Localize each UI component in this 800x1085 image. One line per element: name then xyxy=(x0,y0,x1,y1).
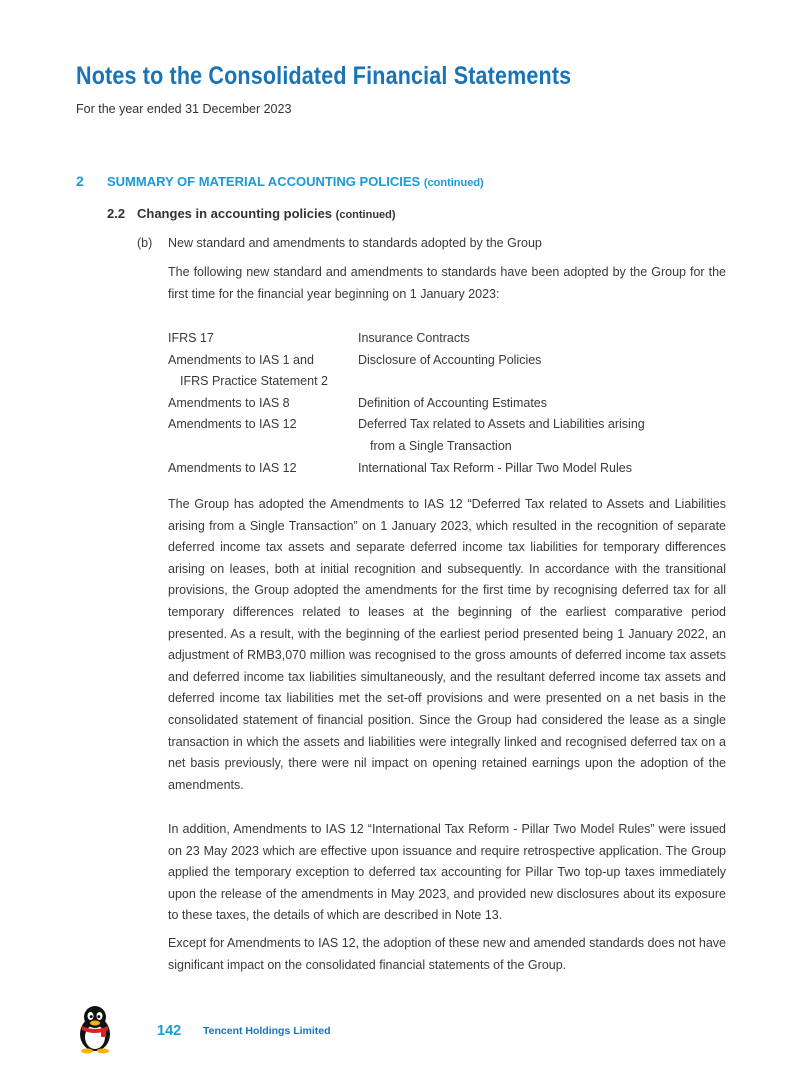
standard-row xyxy=(168,350,728,372)
standards-table xyxy=(168,328,728,479)
item-marker: (b) xyxy=(137,236,153,250)
penguin-mascot-icon xyxy=(74,1004,116,1054)
page-title: Notes to the Consolidated Financial Statements xyxy=(76,62,572,90)
standard-row xyxy=(168,458,728,480)
page-subtitle: For the year ended 31 December 2023 xyxy=(76,102,292,116)
company-name: Tencent Holdings Limited xyxy=(203,1025,331,1037)
standard-name: IFRS 17 xyxy=(168,331,214,345)
page-number: 142 xyxy=(157,1023,182,1039)
standard-row xyxy=(168,414,728,436)
standard-row xyxy=(168,393,728,415)
standard-name: Amendments to IAS 8 xyxy=(168,395,290,410)
section-number: 2 xyxy=(76,173,84,189)
standard-row-continuation xyxy=(168,371,728,393)
section-title: SUMMARY OF MATERIAL ACCOUNTING POLICIES xyxy=(107,174,421,189)
subsection-continued: (continued) xyxy=(335,209,396,221)
section-heading xyxy=(107,174,484,189)
standard-name: Amendments to IAS 12 xyxy=(168,460,297,475)
standard-name-continued xyxy=(168,436,358,458)
subsection-number: 2.2 xyxy=(107,206,126,221)
subsection-heading xyxy=(137,206,396,221)
subsection-title: Changes in accounting policies xyxy=(137,206,333,221)
standard-description: Insurance Contracts xyxy=(358,331,470,345)
standard-description-continued xyxy=(370,371,728,393)
standard-row-continuation xyxy=(168,436,728,458)
standard-name: Amendments to IAS 1 and xyxy=(168,352,314,367)
section-continued: (continued) xyxy=(423,177,484,189)
standard-description: Deferred Tax related to Assets and Liabilities arising xyxy=(358,417,645,432)
body-paragraph: In addition, Amendments to IAS 12 “International Tax Reform - Pillar Two Model Rules” were issued on 23 May 2023 which are effective upon issuance and require retrospective application. The Group applied the temporary exception to deferred tax accounting for Pillar Two top-up taxes immediately upon the release of the amendments in May 2023, and provided new disclosures about its exposure to these taxes, the details of which are described in Note 13. xyxy=(168,822,726,923)
standard-description: Definition of Accounting Estimates xyxy=(358,395,547,410)
standard-name: Amendments to IAS 12 xyxy=(168,417,297,432)
standard-name-continued: IFRS Practice Statement 2 xyxy=(180,374,328,389)
body-paragraph: Except for Amendments to IAS 12, the adoption of these new and amended standards does not have significant impact on the consolidated financial statements of the Group. xyxy=(168,936,727,972)
standard-description: Disclosure of Accounting Policies xyxy=(358,352,542,367)
standard-row xyxy=(168,328,728,350)
standard-description-continued: from a Single Transaction xyxy=(370,438,512,453)
standard-description: International Tax Reform - Pillar Two Model Rules xyxy=(358,460,632,475)
intro-paragraph: The following new standard and amendments to standards have been adopted by the Group for the first time for the financial year beginning on 1 January 2023: xyxy=(168,265,726,301)
body-paragraph: The Group has adopted the Amendments to IAS 12 “Deferred Tax related to Assets and Liabilities arising from a Single Transaction” on 1 January 2023, which resulted in the recognition of separate deferred income tax assets and separate deferred income tax liabilities for temporary differences arising on leases, both at initial recognition and subsequently. In accordance with the transitional provisions, the Group adopted the amendments for the first time by recognising deferred tax for all temporary differences related to leases at the beginning of the earliest comparative period presented. As a result, with the beginning of the earliest period presented being 1 January 2022, an adjustment of RMB3,070 million was recognised to the gross amounts of deferred income tax assets and deferred income tax liabilities simultaneously, and the resultant deferred income tax assets and deferred income tax liabilities met the set-off provisions and were presented on a net basis in the consolidated statement of financial position. Since the Group had considered the lease as a single transaction in which the assets and liabilities were integrally linked and recognised deferred tax on a net basis previously, there were nil impact on opening retained earnings upon the adoption of the amendments. xyxy=(168,497,726,792)
item-title: New standard and amendments to standards adopted by the Group xyxy=(168,236,542,250)
